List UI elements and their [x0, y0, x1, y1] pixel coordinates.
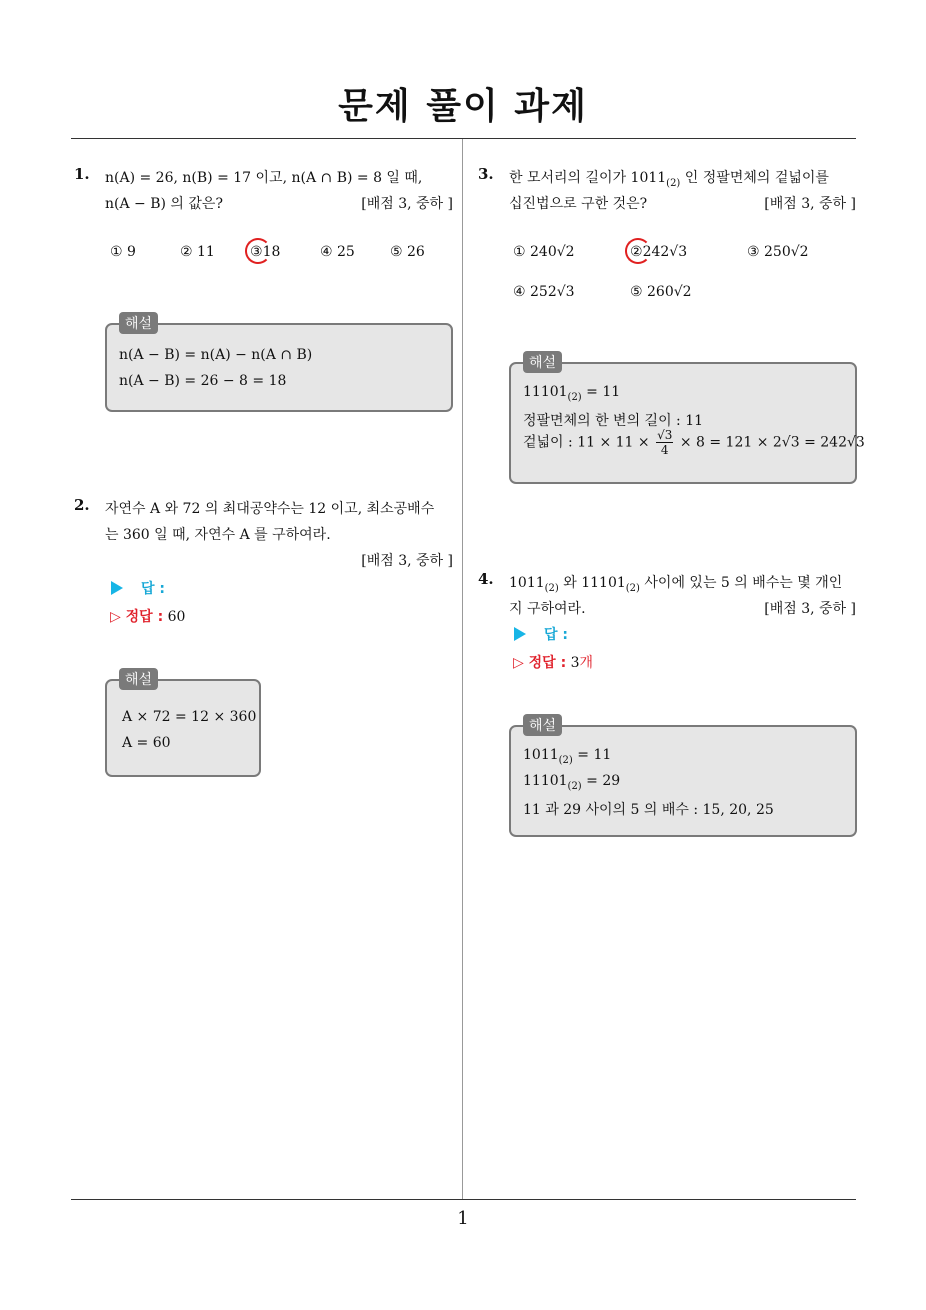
- answer-line[interactable]: [111, 578, 165, 598]
- solution-tag: 해설: [119, 668, 158, 690]
- choice-marker: ②: [630, 244, 643, 260]
- question-text-line: 자연수 A 와 72 의 최대공약수는 12 이고, 최소공배수: [105, 501, 435, 517]
- top-rule: [71, 138, 856, 139]
- column-divider: [462, 139, 463, 1199]
- text-part: × 8 = 121 × 2√3 = 242√3: [679, 434, 865, 451]
- solution-line: [523, 747, 611, 766]
- solution-line: A = 60: [122, 735, 171, 751]
- text-part: 사이에 있는 5 의 배수는 몇 개인: [639, 575, 843, 591]
- answer-label: 답 :: [544, 627, 568, 643]
- choice-5[interactable]: ⑤ 26: [390, 244, 425, 260]
- solution-box: [509, 718, 857, 837]
- question-number: 3.: [478, 165, 494, 183]
- correct-answer-unit: 개: [579, 655, 594, 671]
- correct-answer-label: ▷ 정답 :: [110, 609, 164, 625]
- subscript: (2): [567, 391, 582, 403]
- solution-line: [523, 428, 865, 457]
- play-triangle-icon: [514, 627, 526, 641]
- text-part: = 11: [581, 384, 621, 400]
- question-text-line: n(A − B) 의 값은?: [105, 196, 223, 212]
- solution-box: [105, 316, 453, 412]
- choice-1[interactable]: ① 240√2: [513, 244, 575, 260]
- text-part: 11101: [523, 384, 568, 400]
- correct-answer: [513, 652, 593, 672]
- selected-answer-circle: [625, 238, 651, 264]
- text-part: = 11: [572, 747, 612, 763]
- choice-value: 18: [262, 244, 281, 260]
- page-number: 1: [457, 1208, 469, 1229]
- question-score-level: [배점 3, 중하 ]: [764, 196, 856, 212]
- solution-box: [105, 672, 261, 777]
- text-part: 겉넓이 : 11 × 11 ×: [523, 434, 650, 451]
- text-part: 1011: [509, 575, 545, 591]
- text-part: = 29: [581, 773, 621, 789]
- solution-line: 11 과 29 사이의 5 의 배수 : 15, 20, 25: [523, 802, 774, 818]
- choice-2[interactable]: ② 11: [180, 244, 215, 260]
- choice-3[interactable]: ③ 250√2: [747, 244, 809, 260]
- selected-answer-circle: [245, 238, 271, 264]
- choice-5[interactable]: ⑤ 260√2: [630, 284, 692, 300]
- text-part: 한 모서리의 길이가 1011: [509, 170, 667, 186]
- text-part: 1011: [523, 747, 559, 763]
- question-text-line: [509, 167, 829, 189]
- question-score-level: [배점 3, 중하 ]: [361, 196, 453, 212]
- page-title: 문제 풀이 과제: [338, 86, 588, 127]
- solution-tag: 해설: [523, 714, 562, 736]
- subscript: (2): [544, 582, 559, 594]
- question-text-line: 십진법으로 구한 것은?: [509, 196, 648, 212]
- question-number: 4.: [478, 570, 494, 588]
- answer-line[interactable]: [514, 624, 568, 644]
- solution-box: [509, 355, 865, 484]
- choice-2-selected[interactable]: [630, 244, 687, 260]
- subscript: (2): [625, 582, 640, 594]
- solution-line: [523, 384, 620, 403]
- solution-tag: 해설: [119, 312, 158, 334]
- fraction: [656, 428, 673, 457]
- question-text-line: 지 구하여라.: [509, 601, 586, 617]
- correct-answer-value: 3: [570, 655, 580, 671]
- question-text-line: n(A) = 26, n(B) = 17 이고, n(A ∩ B) = 8 일 때,: [105, 170, 423, 186]
- solution-line: n(A − B) = n(A) − n(A ∩ B): [119, 347, 313, 363]
- subscript: (2): [558, 754, 573, 766]
- text-part: 11101: [523, 773, 568, 789]
- choice-4[interactable]: ④ 252√3: [513, 284, 575, 300]
- question-number: 1.: [74, 165, 90, 183]
- choice-3-selected[interactable]: [250, 244, 280, 260]
- choice-marker: ③: [250, 244, 263, 260]
- question-score-level: [배점 3, 중하 ]: [361, 553, 453, 569]
- solution-line: 정팔면체의 한 변의 길이 : 11: [523, 413, 704, 429]
- correct-answer: [110, 606, 185, 626]
- subscript: (2): [567, 780, 582, 792]
- play-triangle-icon: [111, 581, 123, 595]
- question-number: 2.: [74, 496, 90, 514]
- question-text-line: [509, 572, 842, 594]
- solution-tag: 해설: [523, 351, 562, 373]
- subscript: (2): [666, 177, 681, 189]
- fraction-numerator: √3: [657, 428, 673, 442]
- solution-line: [523, 773, 620, 792]
- solution-line: A × 72 = 12 × 360: [122, 709, 257, 725]
- correct-answer-label: ▷ 정답 :: [513, 655, 567, 671]
- choice-value: 242√3: [642, 244, 688, 260]
- question-score-level: [배점 3, 중하 ]: [764, 601, 856, 617]
- choice-4[interactable]: ④ 25: [320, 244, 355, 260]
- correct-answer-value: 60: [167, 609, 186, 625]
- question-text-line: 는 360 일 때, 자연수 A 를 구하여라.: [105, 527, 331, 543]
- text-part: 와 11101: [558, 575, 626, 591]
- solution-line: n(A − B) = 26 − 8 = 18: [119, 373, 287, 389]
- bottom-rule: [71, 1199, 856, 1200]
- answer-label: 답 :: [141, 581, 165, 597]
- fraction-denominator: 4: [660, 443, 669, 457]
- choice-1[interactable]: ① 9: [110, 244, 136, 260]
- text-part: 인 정팔면체의 겉넓이를: [680, 170, 829, 186]
